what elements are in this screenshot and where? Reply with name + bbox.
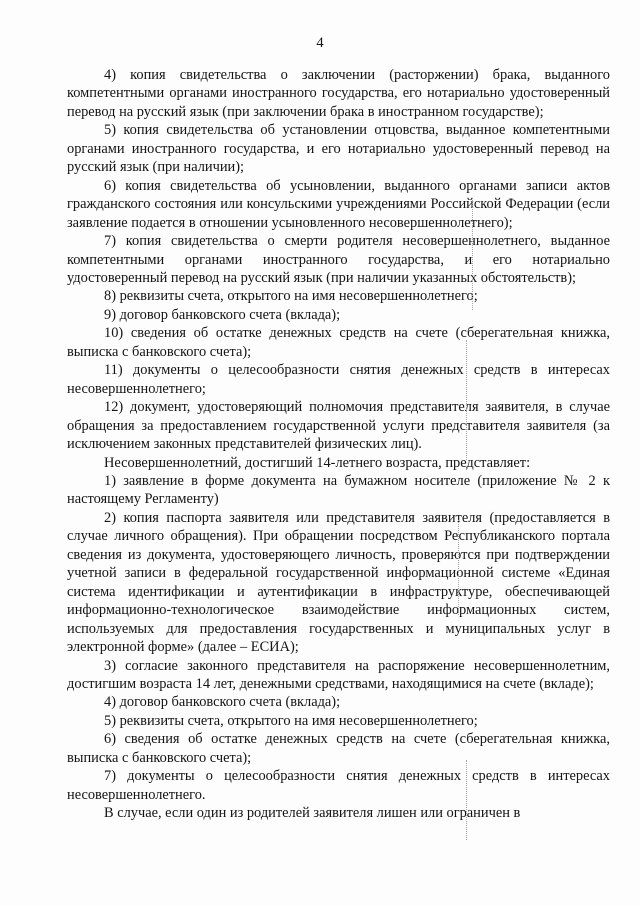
paragraph-item-4-marriage-certificate: 4) копия свидетельства о заключении (расторжении) брака, выданного компетентными органами иностранного государства, его нотариально удостоверенный перевод на русский язык (при заключении брака в иностранном государстве);: [67, 67, 610, 120]
paragraph-item-9-bank-agreement: 9) договор банковского счета (вклада);: [104, 306, 341, 323]
paragraph-minor-item-3-consent: 3) согласие законного представителя на распоряжение несовершеннолетним, достигшим возраста 14 лет, денежными средствами, находящимися на счете (вкладе);: [67, 657, 610, 692]
scan-artifact-line: [466, 760, 467, 840]
paragraph-item-6-adoption-certificate: 6) копия свидетельства об усыновлении, выданного органами записи актов гражданского состояния или консульскими учреждениями Российской Федерации (если заявление подается в отношении усыновленного несовершеннолетнего);: [67, 177, 610, 231]
paragraph-minor-item-5-account-details: 5) реквизиты счета, открытого на имя несовершеннолетнего;: [104, 712, 478, 729]
paragraph-minor-item-6-balance-info: 6) сведения об остатке денежных средств на счете (сберегательная книжка, выписка с банковского счета);: [67, 731, 610, 766]
scan-artifact-line: [472, 200, 473, 310]
paragraph-item-10-balance-info: 10) сведения об остатке денежных средств на счете (сберегательная книжка, выписка с банковского счета);: [67, 325, 610, 360]
paragraph-minor-item-7-expediency-docs: 7) документы о целесообразности снятия денежных средств в интересах несовершеннолетнего.: [67, 768, 610, 803]
paragraph-item-11-expediency-docs: 11) документы о целесообразности снятия денежных средств в интересах несовершеннолетнего;: [67, 362, 610, 397]
paragraph-minor-over-14-intro: Несовершеннолетний, достигший 14-летнего возраста, представляет:: [104, 454, 531, 471]
paragraph-item-8-account-details: 8) реквизиты счета, открытого на имя несовершеннолетнего;: [104, 288, 478, 305]
scan-artifact-line: [466, 340, 467, 460]
paragraph-item-7-death-certificate: 7) копия свидетельства о смерти родителя несовершеннолетнего, выданное компетентными органами иностранного государства, и его нотариально удостоверенный перевод на русский язык (при наличии указанных обстоятельств);: [67, 233, 610, 286]
document-body: [67, 66, 610, 823]
paragraph-parent-deprived-case: В случае, если один из родителей заявителя лишен или ограничен в: [104, 805, 521, 822]
paragraph-minor-item-2-passport: 2) копия паспорта заявителя или представителя заявителя (предоставляется в случае личного обращения). При обращении посредством Республиканского портала сведения из документа, удостоверяющего личность, проверяются при подтверждении учетной записи в федеральной государственной информационной системе «Единая система идентификации и аутентификации в инфраструктуре, обеспечивающей информационно-технологическое взаимодействие информационных систем, используемых для предоставления государственных и муниципальных услуг в электронной форме» (далее – ЕСИА);: [67, 509, 610, 656]
page-number: 4: [316, 35, 324, 51]
scan-artifact-line: [458, 520, 459, 615]
paragraph-minor-item-1-application: 1) заявление в форме документа на бумажном носителе (приложение № 2 к настоящему Регламенту): [67, 472, 610, 508]
paragraph-item-5-paternity-certificate: 5) копия свидетельства об установлении отцовства, выданное компетентными органами иностранного государства, и его нотариально удостоверенный перевод на русский язык (при наличии);: [67, 122, 610, 176]
paragraph-item-12-representative-authority: 12) документ, удостоверяющий полномочия представителя заявителя, в случае обращения за предоставлением государственной услуги представителя заявителя (за исключением законных представителей физических лиц).: [67, 399, 610, 453]
paragraph-minor-item-4-bank-agreement: 4) договор банковского счета (вклада);: [104, 694, 341, 711]
